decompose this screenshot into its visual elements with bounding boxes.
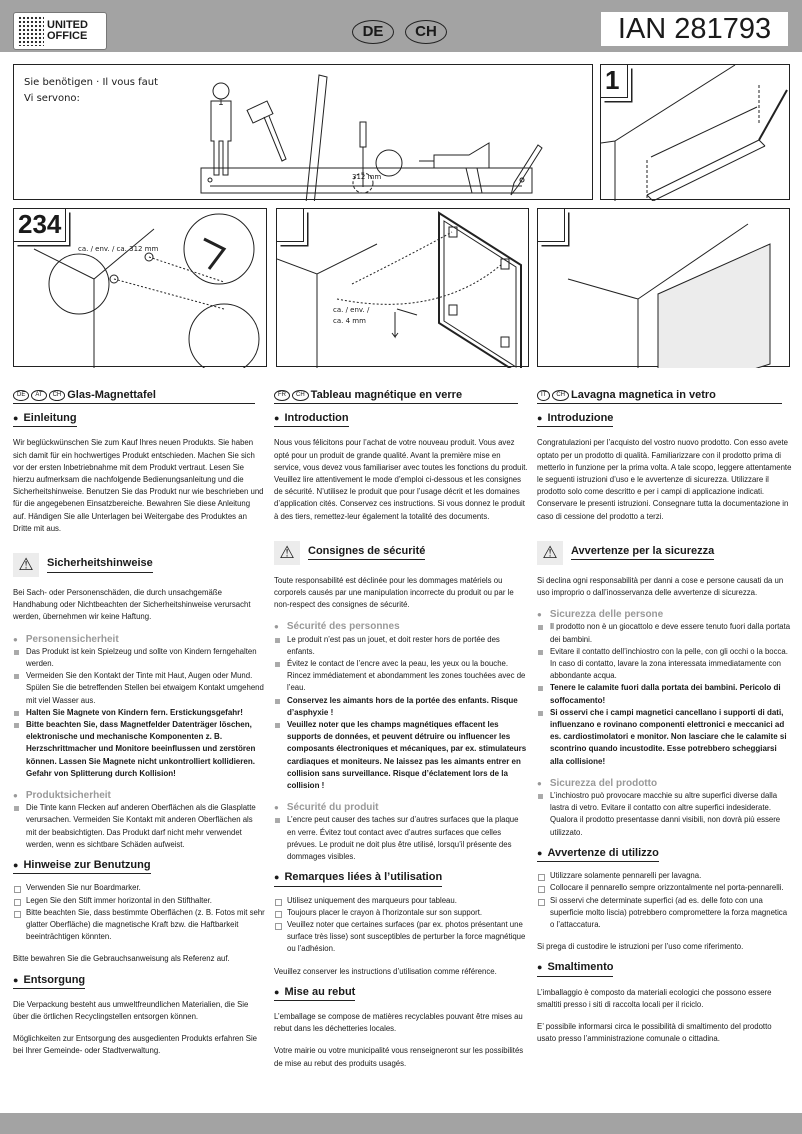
list-item: Evitare il contatto dell’inchiostro con la pelle, con gli occhi o la bocca. In caso di contatto, lavare la zona interessata immediatamente con abbondante acqua. bbox=[537, 646, 792, 683]
section-heading: ● Hinweise zur Benutzung bbox=[13, 859, 151, 874]
gap-label-line1: ca. / env. / bbox=[333, 306, 370, 314]
safety-heading bbox=[274, 541, 528, 565]
heading-wrap bbox=[13, 966, 265, 989]
country-badge: IT bbox=[537, 390, 550, 401]
paragraph: E’ possibile informarsi circa le possibilità di smaltimento del prodotto usato presso l’amministrazione comunale o cittadina. bbox=[537, 1021, 772, 1044]
column-fr bbox=[274, 389, 528, 1070]
subheading: ● Sicurezza delle persone bbox=[537, 609, 792, 621]
paragraph: Wir beglückwünschen Sie zum Kauf Ihres neuen Produkts. Sie haben sich damit für ein hochwertiges Produkt entschieden. Machen Sie sich vor der ersten Inbetriebnahme mit dem Produkt vertraut. Lesen Sie hierzu aufmerksam die nachfolgende Bedienungsanleitung und die Sicherheitshinweise. Benutzen Sie das Produkt nur wie beschrieben und für die angegebenen Einsatzbereiche. Bewahren Sie diese Anleitung auf. Händigen Sie alle Unterlagen bei Weitergabe des Produktes an Dritte mit aus. bbox=[13, 438, 264, 533]
step-number: 234 bbox=[13, 208, 66, 242]
list-item: Évitez le contact de l’encre avec la peau, les yeux ou la bouche. Rincez immédiatement et abondamment les zones touchées avec de l’eau. bbox=[274, 658, 528, 695]
step-number-box bbox=[276, 208, 304, 242]
section-heading: ● Avvertenze di utilizzo bbox=[537, 847, 659, 862]
list-item: Veuillez noter que certaines surfaces (par ex. photos présentant une surface très lisse) sont susceptibles de perturber la force magnétique ou l’adhésion. bbox=[274, 919, 528, 956]
paragraph: Si declina ogni responsabilità per danni a cose e persone causati da un uso improprio o dall’inosservanza delle avvertenze di sicurezza. bbox=[537, 575, 784, 598]
you-need-label-it: Vi servono: bbox=[24, 93, 80, 104]
step-4-panel bbox=[537, 208, 790, 367]
spirit-level-icon bbox=[306, 75, 327, 201]
safety-heading-text: Avvertenze per la sicurezza bbox=[571, 545, 714, 560]
safety-heading-text: Sicherheitshinweise bbox=[47, 557, 153, 572]
country-badge: DE bbox=[13, 390, 29, 401]
country-badge: FR bbox=[274, 390, 290, 401]
logo-text-1: UNITED bbox=[47, 19, 88, 31]
bullet-list bbox=[13, 646, 265, 780]
list-item: Toujours placer le crayon à l’horizontale sur son support. bbox=[274, 907, 528, 919]
list-item: Legen Sie den Stift immer horizontal in den Stifthalter. bbox=[13, 895, 265, 907]
heading-wrap bbox=[274, 863, 528, 886]
checklist bbox=[274, 895, 528, 956]
section-heading: ● Introduzione bbox=[537, 412, 613, 427]
united-office-logo bbox=[13, 12, 107, 50]
checklist bbox=[537, 870, 792, 931]
heading-wrap bbox=[13, 851, 265, 874]
list-item: Halten Sie Magnete von Kindern fern. Erstickungsgefahr! bbox=[13, 707, 265, 719]
heading-wrap bbox=[274, 978, 528, 1001]
paragraph: Si prega di custodire le istruzioni per l’uso come riferimento. bbox=[537, 942, 744, 952]
heading-wrap bbox=[537, 404, 792, 427]
section-heading: ● Introduction bbox=[274, 412, 349, 427]
list-item: L’inchiostro può provocare macchie su altre superfici diverse dalla lastra di vetro. Evitare il contatto con altre superfici indesiderate. Qualora il prodotto presentasse danni visibili, non dovrà più essere utilizzato. bbox=[537, 790, 792, 839]
section-heading: ● Smaltimento bbox=[537, 961, 613, 976]
logo-text-2: OFFICE bbox=[47, 30, 88, 42]
safety-heading-text: Consignes de sécurité bbox=[308, 545, 425, 560]
gap-label-line2: ca. 4 mm bbox=[333, 317, 366, 325]
step-number: 1 bbox=[600, 64, 628, 98]
list-item: Le produit n’est pas un jouet, et doit rester hors de portée des enfants. bbox=[274, 634, 528, 658]
list-item: Tenere le calamite fuori dalla portata dei bambini. Pericolo di soffocamento! bbox=[537, 682, 792, 706]
warning-triangle-icon: ⚠ bbox=[537, 541, 563, 565]
list-item: Veuillez noter que les champs magnétiques effacent les supports de données, et peuvent détruire ou influencer les composants électroniques et mécaniques, par ex. stimulateurs cardiaques et moniteurs. Ne laissez pas les aimants entrer en collision sans surveillance. Risque d’éclatement lors de la collision ! bbox=[274, 719, 528, 792]
step-number-box bbox=[537, 208, 565, 242]
language-title bbox=[274, 389, 518, 404]
paragraph: Veuillez conserver les instructions d’utilisation comme référence. bbox=[274, 966, 497, 976]
person-icon bbox=[211, 83, 231, 175]
warning-triangle-icon: ⚠ bbox=[274, 541, 300, 565]
country-badge-de: DE bbox=[352, 20, 394, 44]
list-item: L’encre peut causer des taches sur d’autres surfaces que la plaque en verre. Évitez tout contact avec d’autres surfaces que celles prévues. Le produit ne doit plus être utilisé, lorsqu’il présente des dommages visibles. bbox=[274, 814, 528, 863]
tools-panel bbox=[13, 64, 593, 200]
drill-distance-label: ca. / env. / ca. 312 mm bbox=[78, 245, 159, 253]
safety-heading bbox=[13, 553, 265, 577]
column-it bbox=[537, 389, 792, 1045]
heading-wrap bbox=[13, 404, 265, 427]
list-item: Collocare il pennarello sempre orizzontalmente nel porta-pennarelli. bbox=[537, 882, 792, 894]
heading-wrap bbox=[537, 839, 792, 862]
paragraph: Möglichkeiten zur Entsorgung des ausgedienten Produkts erfahren Sie bei Ihrer Gemeinde- oder Stadtverwaltung. bbox=[13, 1034, 258, 1056]
step-3-panel bbox=[276, 208, 529, 367]
paragraph: Congratulazioni per l’acquisto del vostro nuovo prodotto. Con esso avete optato per un prodotto di qualità. Familiarizzare con il prodotto prima di metterlo in funzione per la prima volta. A tale scopo, leggere attentamente le seguenti istruzioni d’uso e le avvertenze di sicurezza. Utilizzare il prodotto solo come descritto e per i campi di applicazione indicati. Conservare le presenti istruzioni. Consegnare tutta la documentazione in caso di cessione del prodotto a terzi. bbox=[537, 438, 792, 521]
country-badge: CH bbox=[292, 390, 309, 401]
gap-label bbox=[333, 305, 369, 327]
country-badge: CH bbox=[552, 390, 569, 401]
warning-triangle-icon: ⚠ bbox=[13, 553, 39, 577]
heading-wrap bbox=[274, 404, 528, 427]
country-badge: CH bbox=[49, 390, 66, 401]
section-heading: ● Einleitung bbox=[13, 412, 77, 427]
subheading: ● Sécurité du produit bbox=[274, 802, 528, 814]
section-title: Tableau magnétique en verre bbox=[310, 389, 463, 401]
column-de bbox=[13, 389, 265, 1058]
footer-band bbox=[0, 1113, 802, 1134]
list-item: Il prodotto non è un giocattolo e deve essere tenuto fuori dalla portata dei bambini. bbox=[537, 621, 792, 645]
paragraph: L’imballaggio è composto da materiali ecologici che possono essere smaltiti presso i siti di raccolta locali per il riciclo. bbox=[537, 987, 772, 1009]
paragraph: Die Verpackung besteht aus umweltfreundlichen Materialien, die Sie über die örtlichen Recyclingstellen entsorgen können. bbox=[13, 999, 249, 1021]
bullet-list bbox=[274, 634, 528, 793]
paragraph: Votre mairie ou votre municipalité vous renseigneront sur les possibilités de mise au rebut des produits usagés. bbox=[274, 1046, 524, 1068]
list-item: Si osservi che i campi magnetici cancellano i supporti di dati, influenzano e rovinano componenti elettronici e meccanici ad es. cardiostimolatori e monitor. Non lasciare che le calamite si scontrino quando incustodite. Esse potrebbero scheggiarsi alla collisione! bbox=[537, 707, 792, 768]
screwdriver-icon bbox=[353, 122, 402, 193]
list-item: Das Produkt ist kein Spielzeug und sollte von Kindern ferngehalten werden. bbox=[13, 646, 265, 670]
list-item: Bitte beachten Sie, dass Magnetfelder Datenträger löschen, elektronische und mechanische Komponenten z. B. Herzschrittmacher und Monitore beeinflussen und zerstören können. Lassen Sie Magnete nicht unkontrolliert kollidieren. Gefahr von Splitterung durch Kollision! bbox=[13, 719, 265, 780]
subheading: ● Sécurité des personnes bbox=[274, 621, 528, 633]
subheading: ● Produktsicherheit bbox=[13, 790, 265, 802]
list-item: Utilisez uniquement des marqueurs pour tableau. bbox=[274, 895, 528, 907]
list-item: Bitte beachten Sie, dass bestimmte Oberflächen (z. B. Fotos mit sehr glatter Oberfläche) die magnetische Kraft bzw. die Haftbarkeit beeinträchtigen könnten. bbox=[13, 907, 265, 944]
pencil-icon bbox=[511, 145, 542, 195]
paragraph: L’emballage se compose de matières recyclables pouvant être mises au rebut dans les déchetteries locales. bbox=[274, 1011, 523, 1034]
hammer-detail-circle bbox=[184, 214, 254, 284]
country-badge-ch: CH bbox=[405, 20, 447, 44]
bullet-list bbox=[13, 802, 265, 851]
logo-dots-icon bbox=[18, 16, 44, 46]
you-need-label: Sie benötigen · Il vous faut bbox=[24, 77, 159, 88]
subheading: ● Sicurezza del prodotto bbox=[537, 778, 792, 790]
language-title bbox=[537, 389, 782, 404]
country-badge: AT bbox=[31, 390, 46, 401]
section-heading: ● Entsorgung bbox=[13, 974, 85, 989]
step-2-panel bbox=[13, 208, 267, 367]
paragraph: Bitte bewahren Sie die Gebrauchsanweisung als Referenz auf. bbox=[13, 954, 230, 964]
bracket-length-label: 312 mm bbox=[352, 173, 382, 181]
section-heading: ● Mise au rebut bbox=[274, 986, 355, 1001]
list-item: Utilizzare solamente pennarelli per lavagna. bbox=[537, 870, 792, 882]
drill-detail-circle bbox=[49, 254, 109, 314]
subheading: ● Personensicherheit bbox=[13, 634, 265, 646]
bullet-list bbox=[537, 621, 792, 767]
step-1-panel bbox=[600, 64, 790, 200]
safety-heading bbox=[537, 541, 792, 565]
paragraph: Bei Sach- oder Personenschäden, die durch unsachgemäße Handhabung oder Nichtbeachten der Sicherheitshinweise verursacht werden, übernehmen wir keine Haftung. bbox=[13, 588, 251, 622]
paragraph: Nous vous félicitons pour l’achat de votre nouveau produit. Vous avez opté pour un produit de grande qualité. Avant la première mise en service, vous devez vous familiariser avec toutes les fonctions du produit. Veuillez lire attentivement le mode d’emploi ci-dessous et les consignes de sécurité. N’utilisez le produit que pour l’usage décrit et les domaines d’application cités. Conservez ces instructions. Si vous donnez le produit à des tiers, remettez-leur également la totalité des documents. bbox=[274, 438, 528, 521]
bullet-list bbox=[537, 790, 792, 839]
list-item: Vermeiden Sie den Kontakt der Tinte mit Haut, Augen oder Mund. Spülen Sie die betreffenden Stellen bei etwaigem Kontakt umgehend mit viel Wasser aus. bbox=[13, 670, 265, 707]
list-item: Die Tinte kann Flecken auf anderen Oberflächen als die Glasplatte verursachen. Vermeiden Sie Kontakt mit anderen Oberflächen als mit der beabsichtigten. Das Produkt darf nicht mehr verwendet werden, wenn es sichtbare Schäden aufweist. bbox=[13, 802, 265, 851]
section-title: Lavagna magnetica in vetro bbox=[571, 389, 716, 401]
hammer-icon bbox=[247, 101, 286, 161]
list-item: Conservez les aimants hors de la portée des enfants. Risque d’asphyxie ! bbox=[274, 695, 528, 719]
language-title bbox=[13, 389, 255, 404]
list-item: Si osservi che determinate superfici (ad es. delle foto con una superficie molto liscia) potrebbero compromettere la forza magnetica o l’attaccatura. bbox=[537, 895, 792, 932]
heading-wrap bbox=[537, 953, 792, 976]
section-title: Glas-Magnettafel bbox=[67, 389, 156, 401]
bullet-list bbox=[274, 814, 528, 863]
section-heading: ● Remarques liées à l’utilisation bbox=[274, 871, 442, 886]
screwdriver-detail-circle bbox=[189, 304, 259, 368]
paragraph: Toute responsabilité est déclinée pour les dommages matériels ou corporels causés par une manipulation incorrecte du produit ou par le non-respect des consignes de sécurité. bbox=[274, 575, 514, 610]
checklist bbox=[13, 882, 265, 943]
list-item: Verwenden Sie nur Boardmarker. bbox=[13, 882, 265, 894]
header-band bbox=[0, 0, 802, 52]
person-label: 1 bbox=[218, 98, 224, 108]
ian-number: IAN 281793 bbox=[601, 12, 788, 46]
